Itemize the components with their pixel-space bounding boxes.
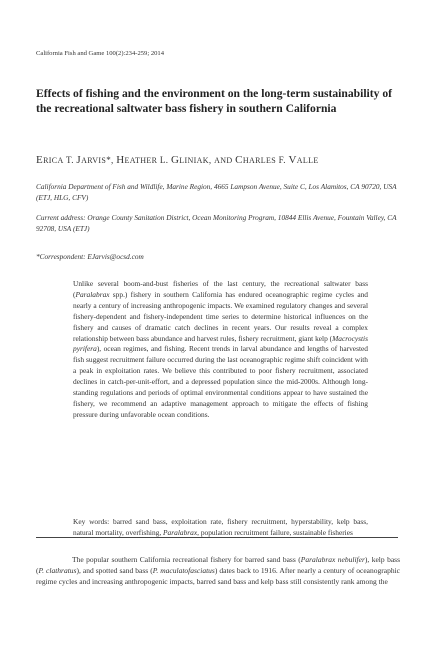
author-list: ERICA T. JARVIS*, HEATHER L. GLINIAK, AND CHARLES F. VALLE	[36, 154, 319, 166]
current-address: Current address: Orange County Sanitation District, Ocean Monitoring Program, 10844 Ellis Avenue, Fountain Valley, CA 92708, USA (ETJ)	[36, 213, 397, 233]
correspondent: *Correspondent: EJarvis@ocsd.com	[36, 252, 144, 261]
article-title: Effects of fishing and the environment on the long-term sustainability of the recreational saltwater bass fishery in southern California	[36, 87, 392, 115]
keywords: Key words: barred sand bass, exploitation rate, fishery recruitment, hyperstability, kelp bass, natural mortality, overfishing, Paralabrax, population recruitment failure, sustainable fisheries	[73, 517, 368, 537]
section-divider	[36, 537, 398, 538]
intro-paragraph: The popular southern California recreational fishery for barred sand bass (Paralabrax nebulifer), kelp bass (P. clathratus), and spotted sand bass (P. maculatofasciatus) dates back to 1916. After nearly a century of oceanographic regime cycles and increasing anthropogenic impacts, barred sand bass and kelp bass still consistently rank among the	[36, 555, 400, 587]
abstract-text: Unlike several boom-and-bust fisheries of the last century, the recreational saltwater bass (Paralabrax spp.) fishery in southern California has endured oceanographic regime cycles and nearly a century of increasing anthropogenic impacts. We examined regulatory changes and several fishery-dependent and fishery-independent time series to determine historical influences on the fishery and causes of dramatic catch declines in recent years. Our results reveal a complex relationship between bass abundance and harvest rules, fishery recruitment, giant kelp (Macrocystis pyrifera), ocean regimes, and fishing. Recent trends in larval abundance and lengths of harvested fish suggest recruitment failure occurred during the last oceanographic regime shift coincident with a peak in exploitation rates. We believe this contributed to poor fishery recruitment, associated declines in catch-per-unit-effort, and a depressed population since the mid-2000s. Although long-standing regulations and periods of optimal environmental conditions appear to have sustained the fishery, we recommend an adaptive management approach to mitigate the effects of fishing pressure during unfavorable ocean conditions.	[73, 279, 368, 419]
affiliation: California Department of Fish and Wildlife, Marine Region, 4665 Lampson Avenue, Suite C, Los Alamitos, CA 90720, USA (ETJ, HLG, CFV)	[36, 182, 397, 202]
body-text	[36, 554, 400, 587]
journal-citation: California Fish and Game 100(2):234-259; 2014	[36, 50, 165, 57]
abstract	[73, 279, 368, 421]
